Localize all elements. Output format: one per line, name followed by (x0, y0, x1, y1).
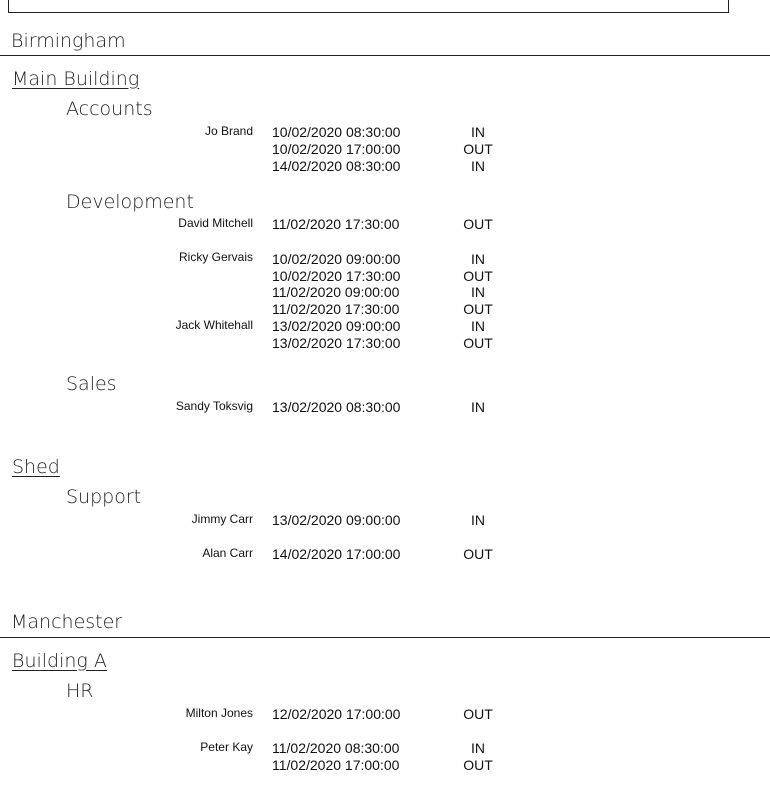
record-direction: IN (471, 512, 485, 528)
record-direction: IN (471, 251, 485, 267)
person-name: Milton Jones (185, 706, 253, 720)
department-heading: HR (66, 680, 94, 702)
person-name: Peter Kay (200, 740, 253, 754)
record-time: 10/02/2020 17:00:00 (272, 141, 401, 157)
building-heading: Shed (12, 456, 60, 478)
record-direction: OUT (463, 706, 493, 722)
record-direction: OUT (463, 301, 493, 317)
building-heading: Building A (12, 650, 107, 672)
record-time: 11/02/2020 17:00:00 (272, 757, 400, 773)
person-name: Jo Brand (204, 124, 253, 138)
record-time: 14/02/2020 08:30:00 (272, 158, 401, 174)
record-direction: IN (471, 124, 485, 140)
record-direction: OUT (463, 335, 493, 351)
person-name: Jimmy Carr (191, 512, 253, 526)
person-name: Sandy Toksvig (175, 399, 253, 413)
record-direction: IN (471, 158, 485, 174)
record-time: 11/02/2020 17:30:00 (272, 301, 400, 317)
record-time: 13/02/2020 09:00:00 (272, 512, 401, 528)
department-heading: Accounts (66, 98, 153, 120)
record-time: 13/02/2020 09:00:00 (272, 318, 401, 334)
city-divider (0, 637, 770, 638)
record-direction: OUT (463, 757, 493, 773)
record-time: 11/02/2020 17:30:00 (272, 216, 400, 232)
record-direction: IN (471, 318, 485, 334)
person-name: David Mitchell (178, 216, 253, 230)
record-direction: OUT (463, 216, 493, 232)
city-divider (0, 55, 770, 56)
record-time: 11/02/2020 08:30:00 (272, 740, 400, 756)
record-direction: OUT (463, 141, 493, 157)
department-heading: Support (66, 486, 142, 508)
record-time: 10/02/2020 17:30:00 (272, 268, 401, 284)
person-name: Ricky Gervais (178, 250, 253, 264)
record-time: 11/02/2020 09:00:00 (272, 284, 400, 300)
department-heading: Sales (66, 373, 117, 395)
record-time: 10/02/2020 09:00:00 (272, 251, 401, 267)
record-direction: OUT (463, 268, 493, 284)
city-heading: Manchester (11, 611, 123, 633)
record-time: 13/02/2020 17:30:00 (272, 335, 401, 351)
record-time: 14/02/2020 17:00:00 (272, 546, 401, 562)
department-heading: Development (66, 191, 194, 213)
person-name: Alan Carr (202, 546, 253, 560)
record-direction: IN (471, 284, 485, 300)
record-time: 10/02/2020 08:30:00 (272, 124, 401, 140)
report-header-box (8, 0, 729, 13)
city-heading: Birmingham (11, 30, 126, 52)
record-direction: OUT (463, 546, 493, 562)
record-direction: IN (471, 740, 485, 756)
person-name: Jack Whitehall (175, 318, 253, 332)
record-time: 12/02/2020 17:00:00 (272, 706, 401, 722)
record-direction: IN (471, 399, 485, 415)
record-time: 13/02/2020 08:30:00 (272, 399, 401, 415)
building-heading: Main Building (12, 68, 140, 90)
